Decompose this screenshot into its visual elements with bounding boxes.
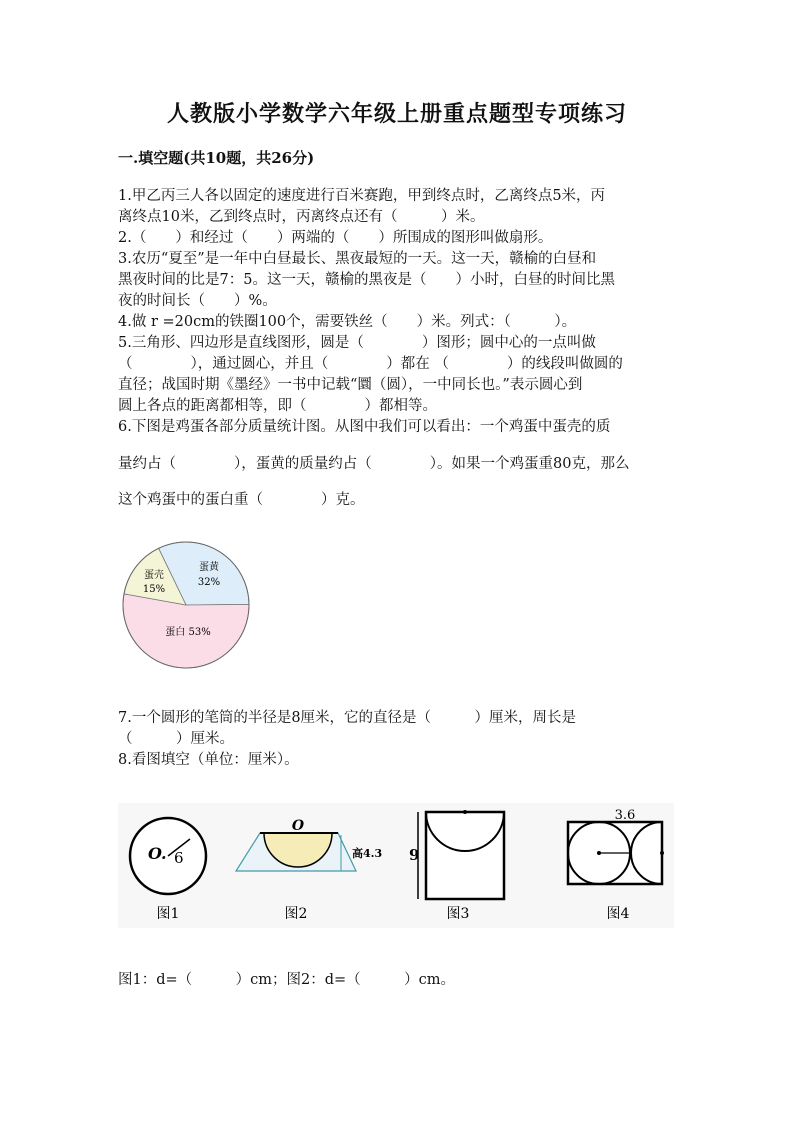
pie-slices [123, 542, 249, 668]
q5-line3: 直径；战国时期《墨经》一书中记载“圜（圆），一中同长也。”表示圆心到 [118, 377, 583, 393]
q1-line2: 离终点10米，乙到终点时，丙离终点还有（ ）米。 [118, 209, 485, 225]
q6-line2: 量约占（ ），蛋黄的质量约占（ ）。如果一个鸡蛋重80克，那么 [118, 456, 630, 472]
q3-line1: 3.农历“夏至”是一年中白昼最长、黑夜最短的一天。这一天，赣榆的白昼和 [118, 251, 597, 267]
fig2-height-label: 高4.3 [352, 847, 383, 860]
fig4-top-label: 3.6 [614, 808, 636, 823]
q6-line3: 这个鸡蛋中的蛋白重（ ）克。 [118, 492, 365, 508]
egg-pie-chart [118, 535, 258, 675]
fig2-center-label: O [291, 818, 305, 834]
page-title: 人教版小学数学六年级上册重点题型专项练习 [166, 101, 627, 127]
pie-label-shell: 蛋壳 [144, 570, 164, 581]
q3-line2: 黑夜时间的比是7：5。这一天，赣榆的黑夜是（ ）小时，白昼的时间比黑 [118, 272, 615, 288]
pie-label-white: 蛋白 53% [165, 627, 211, 638]
fig4-caption: 图4 [606, 906, 630, 922]
pie-label-yolk: 蛋黄 [199, 562, 219, 573]
q2-line1: 2.（ ）和经过（ ）两端的（ ）所围成的图形叫做扇形。 [118, 230, 553, 246]
q8-answer-line: 图1：d=（ ）cm；图2：d=（ ）cm。 [118, 972, 456, 988]
fig1-center-label: O. [148, 844, 167, 863]
q7-line2: （ ）厘米。 [118, 731, 234, 747]
q6-line1: 6.下图是鸡蛋各部分质量统计图。从图中我们可以看出：一个鸡蛋中蛋壳的质 [118, 419, 611, 435]
q7-line1: 7.一个圆形的笔筒的半径是8厘米，它的直径是（ ）厘米，周长是 [118, 710, 577, 726]
fig1-radius-label: 6 [174, 849, 184, 867]
q5-line2: （ ），通过圆心，并且（ ）都在 （ ）的线段叫做圆的 [118, 356, 623, 372]
q5-line1: 5.三角形、四边形是直线图形，圆是（ ）图形；圆中心的一点叫做 [118, 335, 596, 351]
fig2-caption: 图2 [284, 906, 308, 922]
q5-line4: 圆上各点的距离都相等，即（ ）都相等。 [118, 398, 437, 414]
pie-pct-shell: 15% [142, 584, 166, 595]
section-heading: 一.填空题(共10题，共26分) [118, 149, 315, 167]
pie-pct-yolk: 32% [197, 577, 221, 588]
q8-line1: 8.看图填空（单位：厘米）。 [118, 752, 299, 768]
fig3-side-label: 9 [409, 846, 420, 864]
q1-line1: 1.甲乙丙三人各以固定的速度进行百米赛跑，甲到终点时，乙离终点5米，丙 [118, 188, 606, 204]
q8-figures [118, 803, 674, 928]
fig3-caption: 图3 [446, 906, 470, 922]
q4-line1: 4.做 r =20cm的铁圈100个，需要铁丝（ ）米。列式：（ ）。 [118, 314, 577, 330]
q3-line3: 夜的时间长（ ）%。 [118, 293, 277, 309]
fig1-caption: 图1 [156, 906, 180, 922]
